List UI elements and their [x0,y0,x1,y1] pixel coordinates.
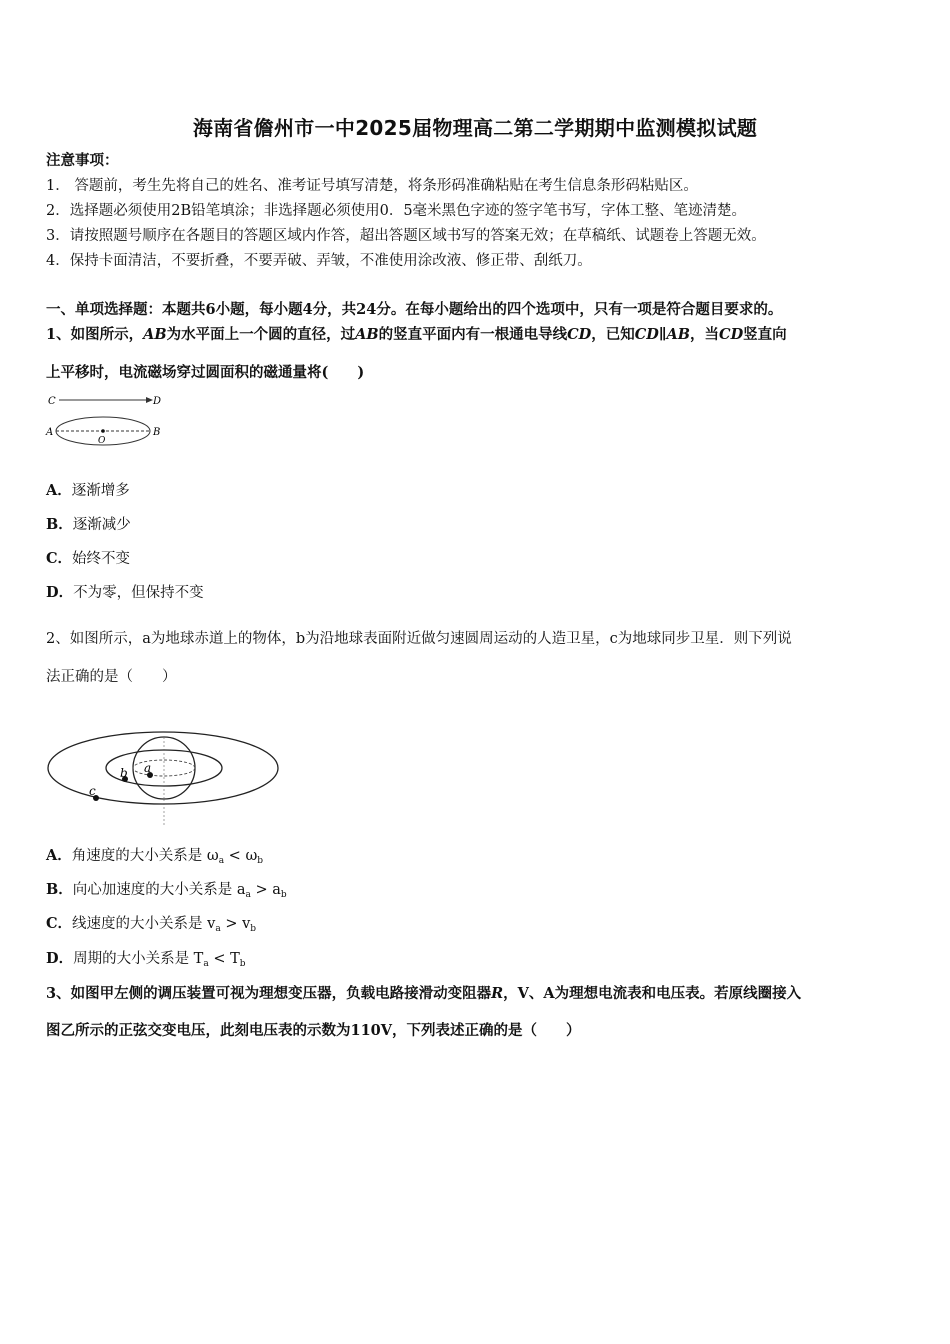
q3-stem-line2: 图乙所示的正弦交变电压，此刻电压表的示数为110V，下列表述正确的是（ ） [46,1022,581,1039]
q2-option-b: B．向心加速度的大小关系是 $a_a > a_b$ [46,881,287,900]
q2-stem-line1: 2、如图所示，a为地球赤道上的物体，b为沿地球表面附近做匀速圆周运动的人造卫星，c为地球同步卫星．则下列说 [46,631,792,647]
label-a: A [46,427,54,438]
label-c: c [89,784,96,798]
q1-option-b: B．逐渐减少 [46,516,131,533]
q1-stem-line1: 1、如图所示，AB为水平面上一个圆的直径，过AB的竖直平面内有一根通电导线CD，已知CD∥AB，当CD竖直向 [46,326,787,343]
orbit-c [48,732,278,804]
q3-stem-line1: 3、如图甲左侧的调压装置可视为理想变压器，负载电路接滑动变阻器R，V、A为理想电流表和电压表。若原线圈接入 [46,985,802,1002]
q1-option-d: D．不为零，但保持不变 [46,584,204,601]
section-heading: 一、单项选择题：本题共6小题，每小题4分，共24分。在每小题给出的四个选项中，只有一项是符合题目要求的。 [46,301,783,318]
notice-item: 4．保持卡面清洁，不要折叠，不要弄破、弄皱，不准使用涂改液、修正带、刮纸刀。 [46,253,592,269]
q2-figure [40,700,290,830]
notice-heading: 注意事项： [46,152,119,169]
q2-option-c: C．线速度的大小关系是 $v_a > v_b$ [46,915,257,934]
page-title: 海南省儋州市一中2025届物理高二第二学期期中监测模拟试题 [192,116,758,140]
q2-option-a: A．角速度的大小关系是 $\omega_a < \omega_b$ [46,847,264,866]
label-a: a [144,761,152,775]
q2-option-d: D．周期的大小关系是 $T_a < T_b$ [46,950,246,969]
label-c: C [48,396,56,407]
center-point [101,429,105,433]
label-b: B [153,427,161,438]
q1-stem-line2: 上平移时，电流磁场穿过圆面积的磁通量将( ) [46,364,365,381]
q1-option-c: C．始终不变 [46,550,131,567]
label-d: D [153,396,162,407]
label-b: b [120,766,128,780]
label-o: O [98,436,106,446]
notice-item: 1． 答题前，考生先将自己的姓名、准考证号填写清楚，将条形码准确粘贴在考生信息条形码粘贴区。 [46,178,698,194]
current-arrow-icon [146,397,153,403]
q2-stem-line2: 法正确的是（ ） [46,669,177,685]
q1-option-a: A．逐渐增多 [46,482,130,499]
q1-figure [40,390,170,446]
notice-item: 3．请按照题号顺序在各题目的答题区域内作答，超出答题区域书写的答案无效；在草稿纸、试题卷上答题无效。 [46,228,766,244]
notice-item: 2．选择题必须使用2B铅笔填涂；非选择题必须使用0．5毫米黑色字迹的签字笔书写，字体工整、笔迹清楚。 [46,203,747,219]
